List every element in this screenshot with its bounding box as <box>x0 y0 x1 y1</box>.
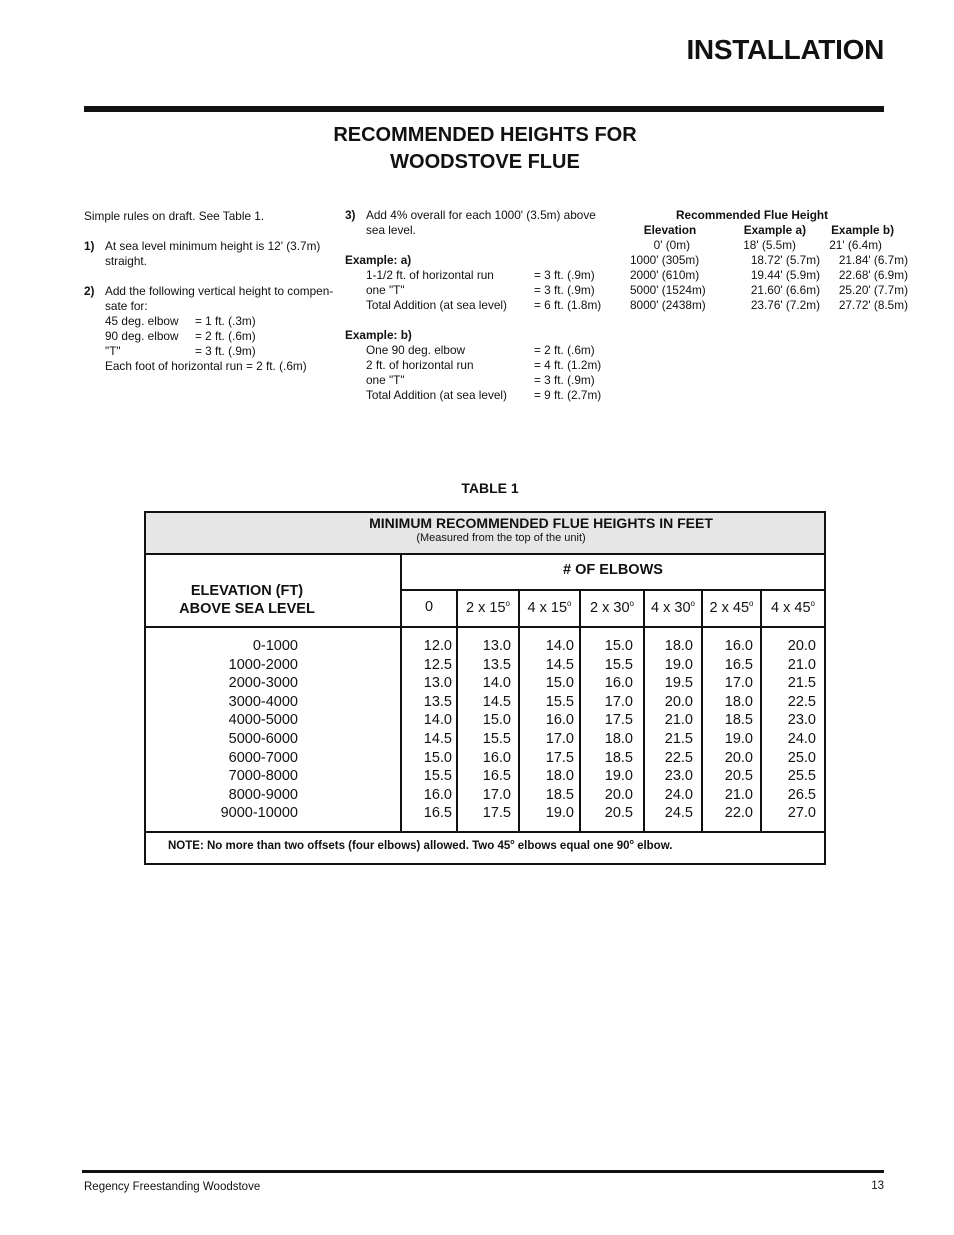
table-cell: 12.0 <box>423 638 452 654</box>
example-b-title: Example: b) <box>345 328 412 342</box>
table-cell: 17.5 <box>604 712 633 729</box>
rule-2-item-value: = 2 ft. (.6m) <box>195 329 256 343</box>
column-header-label: 4 x 45 <box>771 600 811 616</box>
table-header <box>146 513 824 555</box>
flue-heights-table <box>144 511 826 865</box>
table-cell: 15.5 <box>604 656 633 673</box>
degree-mark: o <box>749 599 754 608</box>
table-cell: 15.5 <box>545 693 574 710</box>
degree-mark: o <box>510 839 515 846</box>
degree-mark: o <box>629 839 634 846</box>
table-cell: 16.0 <box>604 675 633 692</box>
flue-height-cell: 18.72' (5.7m) <box>750 253 820 267</box>
example-b-item-value: = 3 ft. (.9m) <box>534 373 595 387</box>
example-b-item-label: 2 ft. of horizontal run <box>366 358 474 372</box>
example-b-item-value: = 4 ft. (1.2m) <box>534 358 602 372</box>
column-header-2x30 <box>581 599 643 616</box>
rule-2-item-value: = 3 ft. (.9m) <box>195 344 256 358</box>
elevation-cell: 7000-8000 <box>228 768 298 785</box>
table-cell: 16.5 <box>482 768 511 785</box>
table-cell: 12.5 <box>423 656 452 673</box>
rule-2-number: 2) <box>84 284 95 298</box>
table-cell: 27.0 <box>787 805 816 822</box>
flue-height-cell: 5000' (1524m) <box>630 283 706 297</box>
table-cell: 16.0 <box>482 749 511 766</box>
table-cell: 19.0 <box>545 805 574 822</box>
table-cell: 23.0 <box>787 712 816 729</box>
flue-height-cell: 2000' (610m) <box>630 268 700 282</box>
table-title: MINIMUM RECOMMENDED FLUE HEIGHTS IN FEET <box>369 515 713 531</box>
rule-2-item-value: = 1 ft. (.3m) <box>195 314 256 328</box>
table-cell: 19.0 <box>604 768 633 785</box>
example-b-item <box>345 388 625 403</box>
table-cell: 18.0 <box>604 730 633 747</box>
section-title <box>0 122 954 176</box>
example-b-item-value: = 2 ft. (.6m) <box>534 343 595 357</box>
table-cell: 21.0 <box>664 712 693 729</box>
rule-2-item <box>84 314 344 329</box>
table-cell: 15.0 <box>604 638 633 654</box>
rule-2-line2: sate for: <box>105 299 148 313</box>
flue-height-header-row <box>630 223 908 238</box>
note-text: NOTE: No more than two offsets (four elbows) allowed <box>168 840 466 852</box>
flue-height-cell: 22.68' (6.9m) <box>838 268 908 282</box>
table-cell: 16.5 <box>724 656 753 673</box>
table-cell: 20.0 <box>604 786 633 803</box>
degree-mark: o <box>810 599 815 608</box>
rule-1-number: 1) <box>84 239 95 253</box>
table-subtitle: (Measured from the top of the unit) <box>416 532 586 544</box>
elevation-cell: 2000-3000 <box>228 675 298 692</box>
rule-2-item-label: "T" <box>105 344 121 358</box>
rules-intro: Simple rules on draft. See Table 1. <box>84 209 265 223</box>
table-cell: 13.0 <box>482 638 511 654</box>
degree-mark: o <box>629 599 634 608</box>
rule-2-item <box>84 344 344 359</box>
elevation-cell: 4000-5000 <box>228 712 298 729</box>
table-cell: 17.0 <box>724 675 753 692</box>
table-cell: 16.0 <box>545 712 574 729</box>
draft-rules-middle <box>345 208 625 403</box>
table-cell: 15.0 <box>423 749 452 766</box>
table-cell: 14.0 <box>482 675 511 692</box>
table-cell: 16.0 <box>724 638 753 654</box>
table-cell: 21.0 <box>787 656 816 673</box>
rule-3-line1: Add 4% overall for each 1000' (3.5m) above <box>366 208 596 222</box>
table-cell: 18.5 <box>724 712 753 729</box>
flue-height-row <box>630 298 908 313</box>
table-cell: 14.0 <box>545 638 574 654</box>
flue-height-row <box>630 238 908 253</box>
elevation-cell: 1000-2000 <box>228 656 298 673</box>
flue-height-row <box>630 253 908 268</box>
table-cell: 26.5 <box>787 786 816 803</box>
column-header-label: 2 x 30 <box>590 600 630 616</box>
table-cell: 16.5 <box>423 805 452 822</box>
flue-height-cell: 18' (5.5m) <box>743 238 796 252</box>
elevation-cell: 3000-4000 <box>228 693 298 710</box>
example-b-item <box>345 358 625 373</box>
rule-3-number: 3) <box>345 208 356 222</box>
section-title-line1: RECOMMENDED HEIGHTS FOR <box>333 124 637 146</box>
note-text: elbows equal one 90 <box>514 840 630 852</box>
example-b-item <box>345 343 625 358</box>
rule-3-line2: sea level. <box>366 223 416 237</box>
flue-height-header: Elevation <box>643 223 697 237</box>
table-cell: 18.0 <box>664 638 693 654</box>
elevation-cell: 0-1000 <box>252 638 298 654</box>
table-cell: 18.5 <box>545 786 574 803</box>
example-b-item-label: one "T" <box>366 373 405 387</box>
table-cell: 18.5 <box>604 749 633 766</box>
table-cell: 20.0 <box>787 638 816 654</box>
table-1-label: TABLE 1 <box>461 480 519 496</box>
table-cell: 14.0 <box>423 712 452 729</box>
table-cell: 13.5 <box>423 693 452 710</box>
table-cell: 14.5 <box>545 656 574 673</box>
elevation-header-line1: ELEVATION (FT) <box>190 583 304 599</box>
example-a-item <box>345 298 625 313</box>
table-cell: 24.5 <box>664 805 693 822</box>
column-header-label: 2 x 45 <box>709 600 750 616</box>
table-cell: 19.0 <box>664 656 693 673</box>
degree-mark: o <box>505 599 510 608</box>
example-b-item-label: Total Addition (at sea level) <box>366 388 507 402</box>
table-cell: 13.5 <box>482 656 511 673</box>
table-cell: 19.0 <box>724 730 753 747</box>
table-cell: 21.5 <box>664 730 693 747</box>
top-rule <box>84 106 884 112</box>
rule-1-line2: straight. <box>105 254 147 268</box>
table-cell: 14.5 <box>482 693 511 710</box>
example-a-item-label: 1-1/2 ft. of horizontal run <box>366 268 494 282</box>
table-cell: 17.5 <box>482 805 511 822</box>
flue-height-cell: 23.76' (7.2m) <box>750 298 820 312</box>
table-cell: 25.0 <box>787 749 816 766</box>
example-a-item-value: = 3 ft. (.9m) <box>534 268 595 282</box>
example-a-item-label: one "T" <box>366 283 405 297</box>
table-cell: 19.5 <box>664 675 693 692</box>
example-a-item-value: = 6 ft. (1.8m) <box>534 298 602 312</box>
table-cell: 15.5 <box>423 768 452 785</box>
flue-height-title: Recommended Flue Height <box>676 208 829 222</box>
degree-mark: o <box>690 599 695 608</box>
data-column-2x45 <box>703 637 753 823</box>
rule-2-item-label: 45 deg. elbow <box>105 314 179 328</box>
elbows-group-header: # OF ELBOWS <box>563 562 663 578</box>
example-b-item-value: = 9 ft. (2.7m) <box>534 388 602 402</box>
column-header-label: 4 x 15 <box>527 600 568 616</box>
table-cell: 15.5 <box>482 730 511 747</box>
column-header-0 <box>402 599 456 615</box>
flue-height-cell: 21' (6.4m) <box>829 238 882 252</box>
table-cell: 15.0 <box>545 675 574 692</box>
table-cell: 21.5 <box>787 675 816 692</box>
elevation-column-header <box>146 582 348 618</box>
elevation-cell: 9000-10000 <box>220 805 298 822</box>
example-a-item <box>345 283 625 298</box>
table-note <box>168 839 672 852</box>
elevation-column <box>146 637 298 823</box>
example-b-item <box>345 373 625 388</box>
elevation-cell: 6000-7000 <box>228 749 298 766</box>
note-text: . Two 45 <box>465 840 511 852</box>
divider-horizontal <box>146 831 824 833</box>
column-header-2x15 <box>458 599 518 616</box>
table-cell: 20.0 <box>724 749 753 766</box>
rule-2-item <box>84 329 344 344</box>
column-header-label: 2 x 15 <box>466 600 506 616</box>
table-cell: 17.5 <box>545 749 574 766</box>
table-cell: 18.0 <box>545 768 574 785</box>
example-a-item-value: = 3 ft. (.9m) <box>534 283 595 297</box>
data-column-4x45 <box>762 637 816 823</box>
rule-2-item-label: 90 deg. elbow <box>105 329 179 343</box>
example-a-item <box>345 268 625 283</box>
example-b-item-label: One 90 deg. elbow <box>366 343 466 357</box>
data-column-2x30 <box>581 637 633 823</box>
table-cell: 22.0 <box>724 805 753 822</box>
table-cell: 16.0 <box>423 786 452 803</box>
column-header-2x45 <box>703 599 760 616</box>
recommended-flue-height-table <box>630 208 908 313</box>
flue-height-header: Example a) <box>743 223 806 237</box>
data-column-4x15 <box>520 637 574 823</box>
elevation-cell: 8000-9000 <box>228 786 298 803</box>
table-cell: 24.0 <box>787 730 816 747</box>
flue-height-cell: 19.44' (5.9m) <box>750 268 820 282</box>
page-header-title: INSTALLATION <box>686 34 884 65</box>
flue-height-header: Example b) <box>831 223 894 237</box>
data-column-4x30 <box>645 637 693 823</box>
table-cell: 21.0 <box>724 786 753 803</box>
column-header-label: 0 <box>424 599 434 615</box>
table-cell: 17.0 <box>604 693 633 710</box>
footer-product-name: Regency Freestanding Woodstove <box>84 1181 261 1193</box>
data-column-0 <box>402 637 452 823</box>
divider-horizontal <box>146 626 824 628</box>
flue-height-cell: 27.72' (8.5m) <box>838 298 908 312</box>
table-cell: 20.0 <box>664 693 693 710</box>
flue-height-cell: 21.84' (6.7m) <box>838 253 908 267</box>
footer-page-number: 13 <box>871 1180 884 1192</box>
elevation-header-line2: ABOVE SEA LEVEL <box>179 601 315 617</box>
draft-rules-left <box>84 209 344 374</box>
table-cell: 17.0 <box>482 786 511 803</box>
note-text: elbow. <box>633 840 673 852</box>
column-header-4x30 <box>645 599 701 616</box>
table-cell: 24.0 <box>664 786 693 803</box>
table-cell: 23.0 <box>664 768 693 785</box>
rule-1-line1: At sea level minimum height is 12' (3.7m) <box>105 239 321 253</box>
column-header-label: 4 x 30 <box>651 600 691 616</box>
example-a-title: Example: a) <box>345 253 412 267</box>
flue-height-cell: 25.20' (7.7m) <box>838 283 908 297</box>
elevation-cell: 5000-6000 <box>228 730 298 747</box>
table-cell: 22.5 <box>664 749 693 766</box>
example-a-item-label: Total Addition (at sea level) <box>366 298 507 312</box>
table-cell: 20.5 <box>604 805 633 822</box>
bottom-rule <box>82 1170 884 1173</box>
rule-2-last: Each foot of horizontal run = 2 ft. (.6m) <box>105 359 307 373</box>
table-cell: 15.0 <box>482 712 511 729</box>
table-cell: 17.0 <box>545 730 574 747</box>
flue-height-row <box>630 268 908 283</box>
degree-mark: o <box>567 599 572 608</box>
column-header-4x15 <box>520 599 579 616</box>
flue-height-cell: 8000' (2438m) <box>630 298 706 312</box>
flue-height-cell: 21.60' (6.6m) <box>750 283 820 297</box>
flue-height-row <box>630 283 908 298</box>
table-cell: 25.5 <box>787 768 816 785</box>
section-title-line2: WOODSTOVE FLUE <box>390 151 580 173</box>
column-header-4x45 <box>762 599 824 616</box>
flue-height-cell: 0' (0m) <box>653 238 690 252</box>
flue-height-cell: 1000' (305m) <box>630 253 700 267</box>
table-cell: 14.5 <box>423 730 452 747</box>
rule-2-line1: Add the following vertical height to compen- <box>105 284 334 298</box>
table-cell: 22.5 <box>787 693 816 710</box>
data-column-2x15 <box>458 637 511 823</box>
table-cell: 13.0 <box>423 675 452 692</box>
table-cell: 20.5 <box>724 768 753 785</box>
table-cell: 18.0 <box>724 693 753 710</box>
